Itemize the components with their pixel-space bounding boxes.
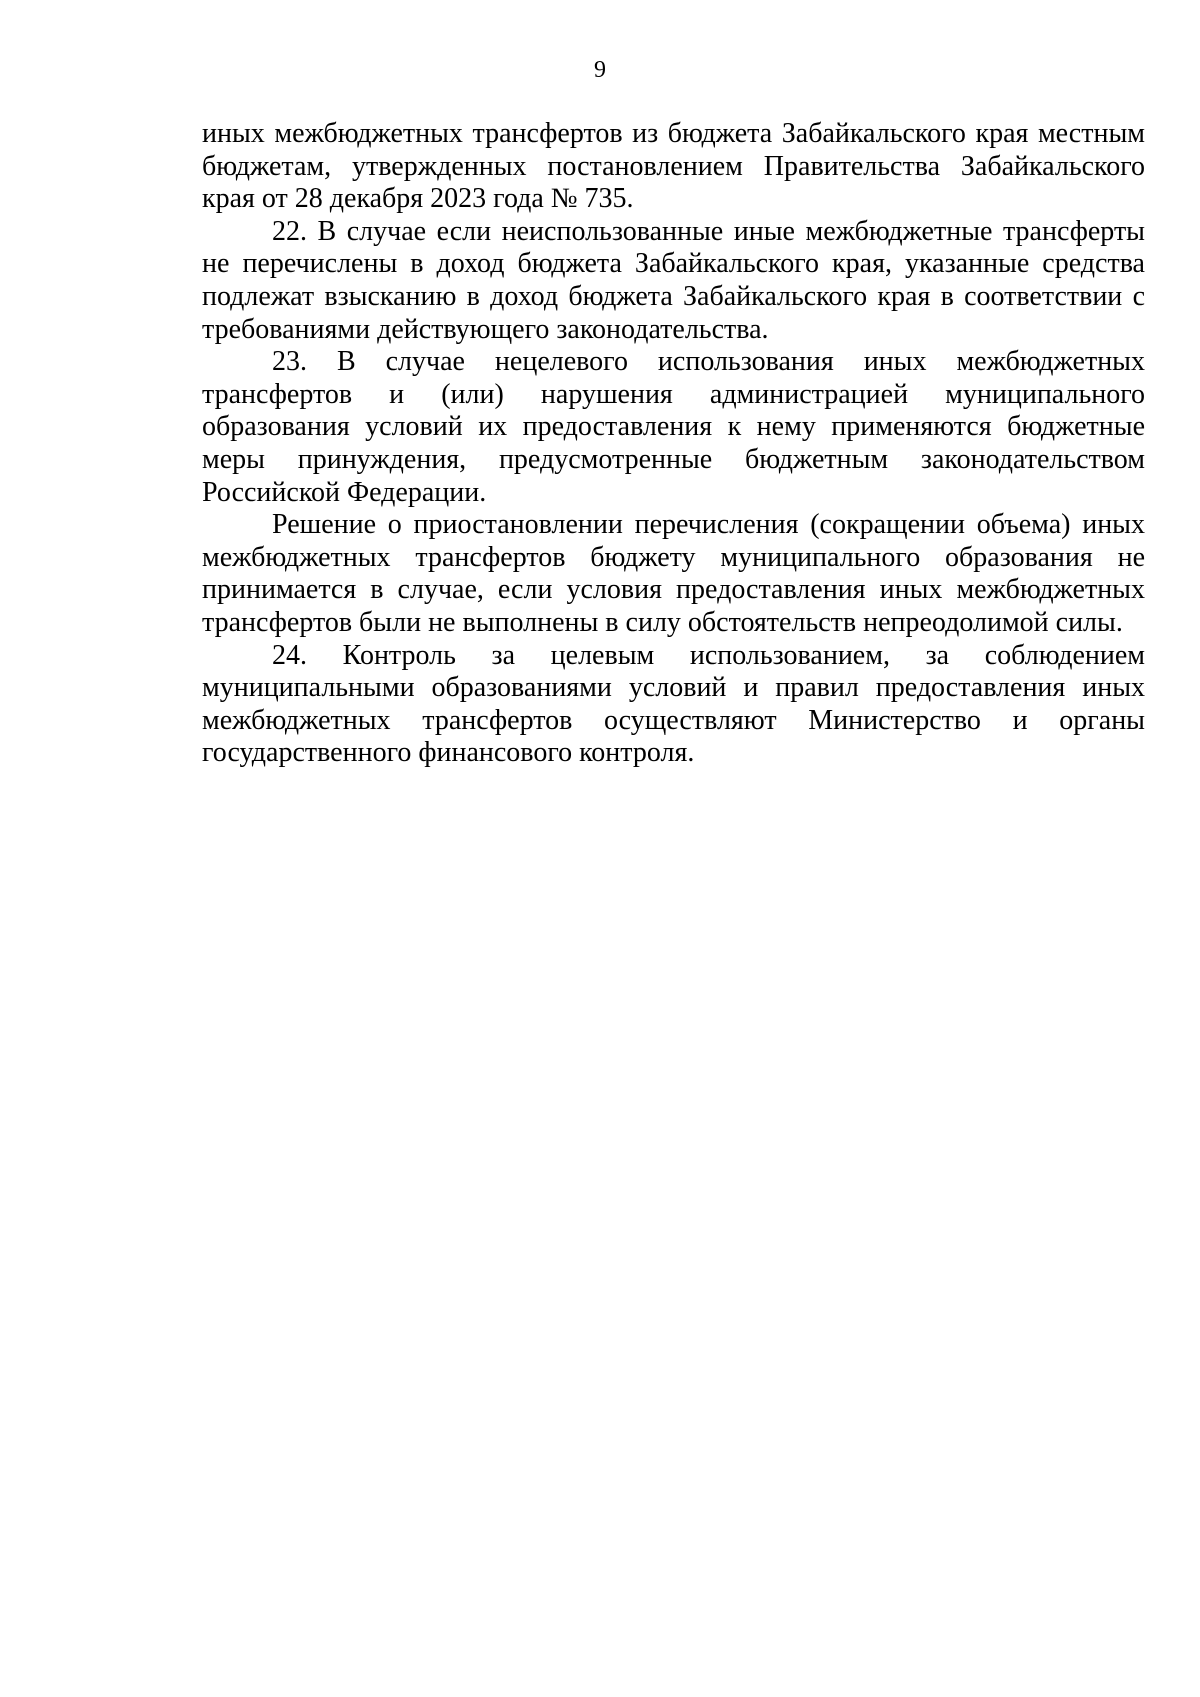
paragraph-22: 22. В случае если неиспользованные иные межбюджетные трансферты не перечислены в доход бюджета Забайкальского края, указанные средства подлежат взысканию в доход бюджета Забайкальского края в соответствии с требованиями действующего законодательства. [202, 215, 1145, 345]
paragraph-continuation: иных межбюджетных трансфертов из бюджета Забайкальского края местным бюджетам, утвержденных постановлением Правительства Забайкальского края от 28 декабря 2023 года № 735. [202, 118, 1145, 215]
document-body [202, 118, 1145, 770]
paragraph-24: 24. Контроль за целевым использованием, за соблюдением муниципальными образованиями условий и правил предоставления иных межбюджетных трансфертов осуществляют Министерство и органы государственного финансового контроля. [202, 639, 1145, 769]
page-number: 9 [594, 57, 606, 83]
paragraph-23: 23. В случае нецелевого использования иных межбюджетных трансфертов и (или) нарушения администрацией муниципального образования условий их предоставления к нему применяются бюджетные меры принуждения, предусмотренные бюджетным законодательством Российской Федерации. [202, 346, 1145, 508]
paragraph-23-decision: Решение о приостановлении перечисления (сокращении объема) иных межбюджетных трансфертов бюджету муниципального образования не принимается в случае, если условия предоставления иных межбюджетных трансфертов были не выполнены в силу обстоятельств непреодолимой силы. [202, 509, 1145, 638]
